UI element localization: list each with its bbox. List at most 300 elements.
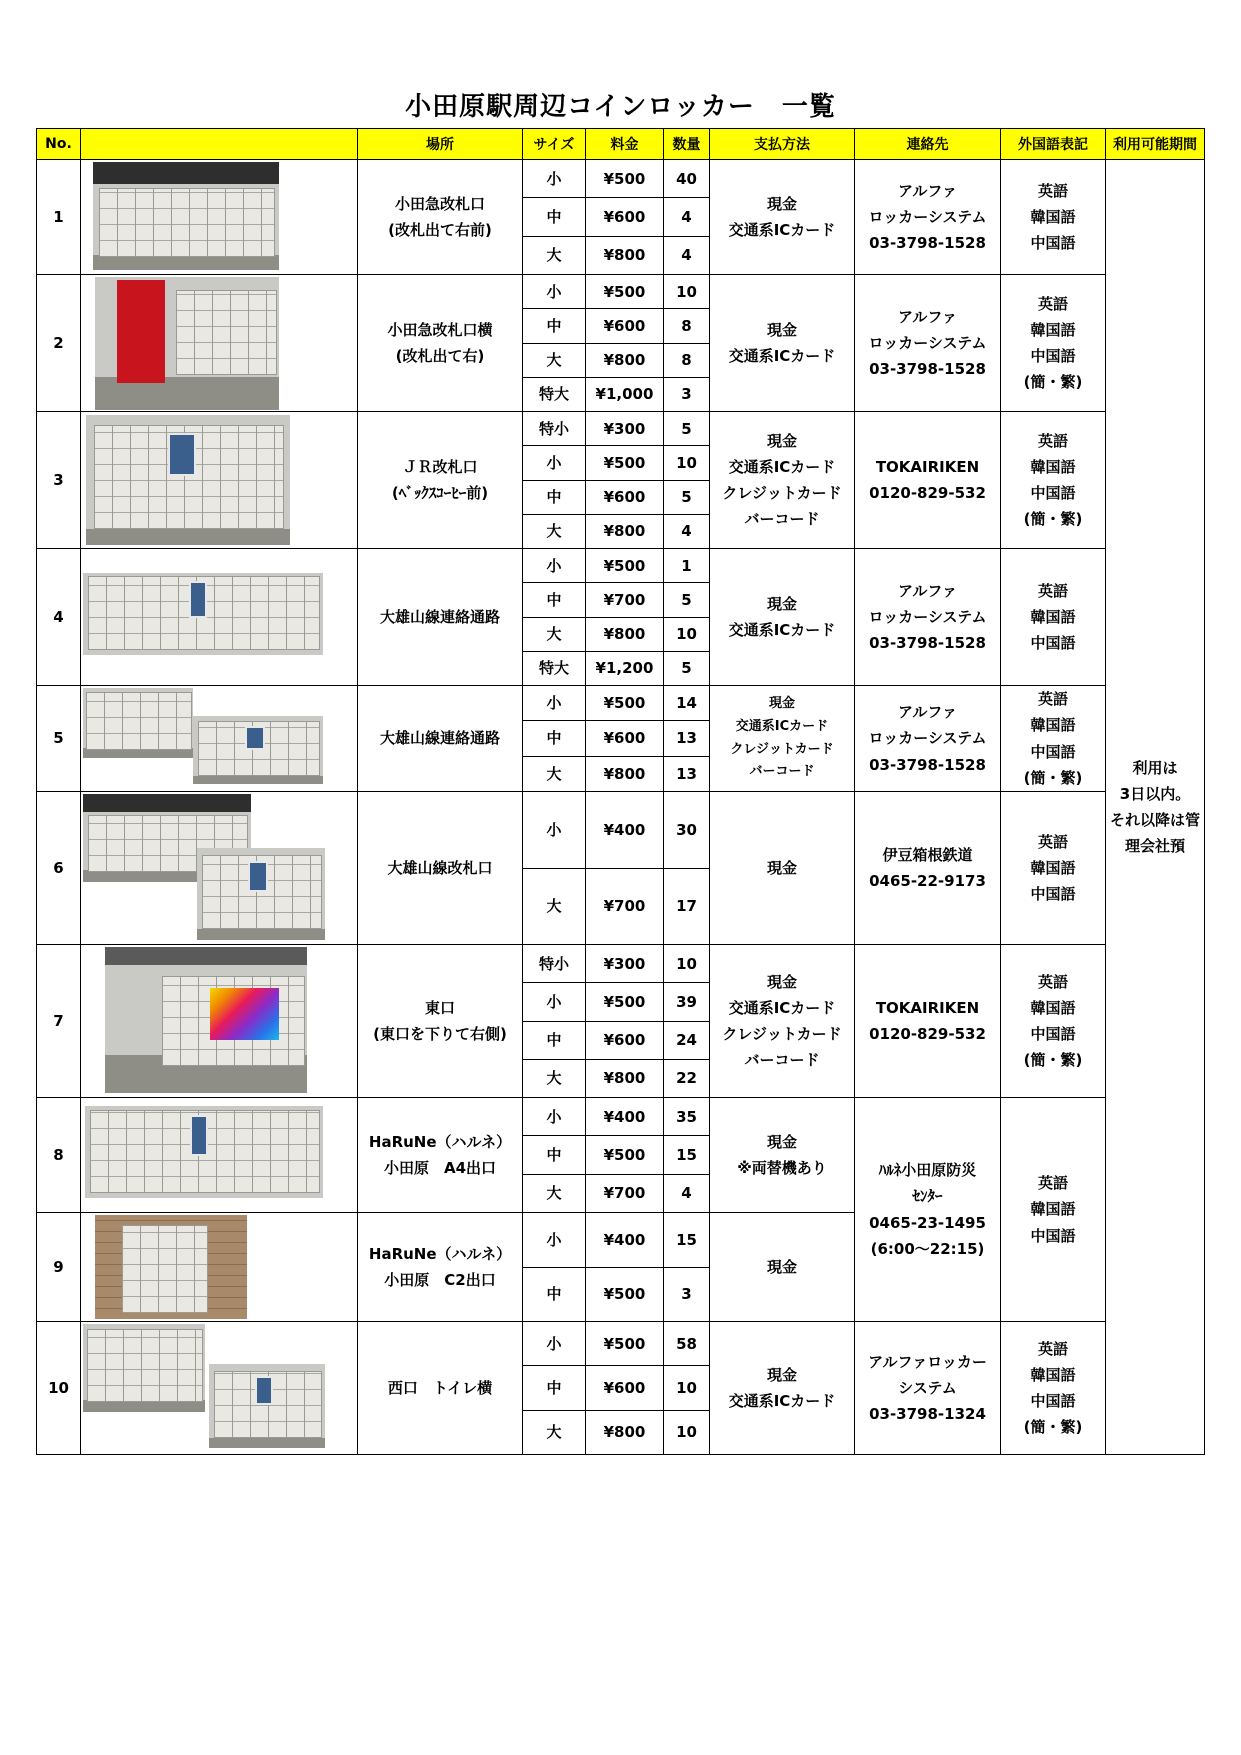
locker-size: 小 <box>523 1213 586 1268</box>
locker-size: 小 <box>523 1098 586 1136</box>
locker-qty: 13 <box>664 721 710 756</box>
contact-info <box>855 549 1001 686</box>
floor <box>86 529 290 545</box>
locker-photo <box>95 1215 247 1319</box>
locker-qty: 58 <box>664 1322 710 1366</box>
header-languages: 外国語表記 <box>1001 129 1106 160</box>
payment-line: クレジットカード <box>722 1025 842 1043</box>
locker-qty: 3 <box>664 377 710 411</box>
locker-photo <box>93 162 279 270</box>
locker-photo-cell <box>81 1098 358 1213</box>
header-qty: 数量 <box>664 129 710 160</box>
locker-size: 大 <box>523 868 586 945</box>
payment-line: クレジットカード <box>722 484 842 502</box>
payment-line: 交通系ICカード <box>728 998 836 1017</box>
contact-line: 03-3798-1528 <box>869 634 986 653</box>
locker-table <box>36 128 1205 1455</box>
contact-line: 03-3798-1528 <box>869 360 986 379</box>
language-line: 韓国語 <box>1030 858 1076 877</box>
locker-photo <box>83 688 193 758</box>
locker-qty: 10 <box>664 1366 710 1410</box>
language-line: (簡・繁) <box>1023 373 1083 392</box>
locker-photo <box>95 277 279 410</box>
contact-line: 03-3798-1528 <box>869 755 986 774</box>
locker-fee: ¥500 <box>586 686 664 721</box>
payment-terminal <box>248 861 267 893</box>
period-line: それ以降は管 <box>1109 811 1200 829</box>
language-support <box>1001 792 1106 945</box>
language-line: 韓国語 <box>1030 607 1076 626</box>
place-line: 大雄山線連絡通路 <box>379 607 500 626</box>
place-line: 小田急改札口横 <box>387 320 493 339</box>
locker-size: 大 <box>523 343 586 377</box>
payment-line: バーコード <box>749 764 815 780</box>
usage-period <box>1106 160 1205 1455</box>
locker-qty: 8 <box>664 343 710 377</box>
locker-photo <box>209 1364 325 1448</box>
place-line: 大雄山線改札口 <box>387 858 493 877</box>
locker-size: 小 <box>523 446 586 480</box>
contact-line: アルファ <box>897 581 958 600</box>
payment-methods <box>710 792 855 945</box>
payment-line: 現金 <box>766 1257 797 1276</box>
language-line: 韓国語 <box>1030 1365 1076 1384</box>
locker-number: 6 <box>37 792 81 945</box>
contact-line: TOKAIRIKEN <box>875 998 980 1017</box>
locker-photo <box>86 415 290 545</box>
locker-size: 小 <box>523 275 586 309</box>
locker-place <box>358 686 523 792</box>
payment-line: 交通系ICカード <box>728 221 836 239</box>
language-line: 韓国語 <box>1030 207 1076 226</box>
locker-fee: ¥800 <box>586 236 664 274</box>
language-line: 中国語 <box>1030 1226 1076 1245</box>
contact-info <box>855 160 1001 275</box>
payment-methods <box>710 549 855 686</box>
payment-methods <box>710 1322 855 1455</box>
language-line: 中国語 <box>1030 742 1076 761</box>
locker-fee: ¥700 <box>586 583 664 617</box>
locker-bank <box>176 290 277 374</box>
contact-line: アルファ <box>897 181 958 200</box>
locker-photo-cell <box>81 160 358 275</box>
locker-qty: 10 <box>664 275 710 309</box>
payment-terminal <box>168 433 196 476</box>
locker-place <box>358 160 523 275</box>
locker-fee: ¥800 <box>586 1410 664 1454</box>
payment-methods <box>710 1213 855 1322</box>
locker-size: 小 <box>523 1322 586 1366</box>
locker-fee: ¥800 <box>586 1059 664 1097</box>
language-line: 中国語 <box>1030 885 1076 904</box>
payment-line: バーコード <box>744 1051 820 1070</box>
contact-line: アルファロッカー <box>868 1352 987 1371</box>
header-row <box>37 129 1205 160</box>
locker-size: 中 <box>523 309 586 343</box>
payment-terminal <box>190 1115 208 1156</box>
payment-line: 現金 <box>766 1365 797 1384</box>
payment-line: 交通系ICカード <box>728 347 836 365</box>
contact-line: ﾊﾙﾈ小田原防災 <box>878 1161 977 1179</box>
contact-line: TOKAIRIKEN <box>875 457 980 476</box>
contact-info <box>855 1322 1001 1455</box>
payment-terminal <box>245 726 265 750</box>
locker-qty: 15 <box>664 1213 710 1268</box>
contact-line: ロッカーシステム <box>868 729 987 748</box>
table-row <box>37 160 1205 198</box>
locker-qty: 5 <box>664 480 710 514</box>
locker-qty: 4 <box>664 514 710 548</box>
locker-qty: 10 <box>664 1410 710 1454</box>
locker-qty: 3 <box>664 1267 710 1322</box>
locker-fee: ¥400 <box>586 792 664 869</box>
locker-size: 小 <box>523 792 586 869</box>
locker-fee: ¥500 <box>586 1136 664 1174</box>
locker-number: 4 <box>37 549 81 686</box>
language-line: 英語 <box>1037 1339 1068 1358</box>
place-line: (改札出て右) <box>395 347 485 365</box>
locker-place <box>358 275 523 412</box>
locker-size: 中 <box>523 1021 586 1059</box>
place-line: (改札出て右前) <box>388 221 492 239</box>
locker-size: 大 <box>523 236 586 274</box>
locker-photo <box>197 848 325 940</box>
payment-line: 現金 <box>766 858 797 877</box>
locker-number: 10 <box>37 1322 81 1455</box>
language-line: (簡・繁) <box>1023 510 1083 529</box>
header-photo <box>81 129 358 160</box>
locker-qty: 40 <box>664 160 710 198</box>
contact-line: 0465-22-9173 <box>869 872 986 890</box>
place-line: 西口 トイレ横 <box>387 1378 493 1397</box>
locker-qty: 4 <box>664 1174 710 1212</box>
language-line: 韓国語 <box>1030 1200 1076 1219</box>
contact-line: ロッカーシステム <box>868 607 987 626</box>
locker-fee: ¥500 <box>586 1267 664 1322</box>
contact-line: 03-3798-1528 <box>869 234 986 253</box>
contact-line: ｾﾝﾀｰ <box>912 1187 943 1206</box>
locker-photo-cell <box>81 945 358 1098</box>
locker-number: 8 <box>37 1098 81 1213</box>
locker-fee: ¥700 <box>586 868 664 945</box>
locker-size: 小 <box>523 686 586 721</box>
locker-qty: 24 <box>664 1021 710 1059</box>
payment-terminal <box>255 1376 273 1405</box>
language-support <box>1001 945 1106 1098</box>
locker-place <box>358 549 523 686</box>
language-line: 中国語 <box>1030 634 1076 653</box>
locker-qty: 15 <box>664 1136 710 1174</box>
locker-size: 中 <box>523 721 586 756</box>
locker-size: 小 <box>523 160 586 198</box>
language-line: 中国語 <box>1030 1392 1076 1410</box>
locker-number: 2 <box>37 275 81 412</box>
locker-size: 中 <box>523 480 586 514</box>
language-line: 中国語 <box>1030 234 1076 253</box>
language-line: 英語 <box>1037 181 1068 200</box>
locker-number: 7 <box>37 945 81 1098</box>
locker-number: 3 <box>37 412 81 549</box>
locker-fee: ¥400 <box>586 1213 664 1268</box>
page-title: 小田原駅周辺コインロッカー 一覧 <box>405 92 836 122</box>
locker-fee: ¥300 <box>586 945 664 983</box>
place-line: 大雄山線連絡通路 <box>379 729 500 748</box>
station-sign <box>93 162 279 184</box>
place-line: 小田原 A4出口 <box>383 1159 497 1177</box>
locker-qty: 13 <box>664 756 710 791</box>
payment-methods <box>710 275 855 412</box>
locker-qty: 4 <box>664 198 710 236</box>
locker-bank <box>86 692 191 750</box>
locker-fee: ¥500 <box>586 160 664 198</box>
locker-size: 中 <box>523 1366 586 1410</box>
locker-size: 特小 <box>523 412 586 446</box>
locker-size: 大 <box>523 756 586 791</box>
locker-place <box>358 412 523 549</box>
payment-line: 交通系ICカード <box>728 621 836 639</box>
locker-fee: ¥600 <box>586 721 664 756</box>
locker-size: 小 <box>523 549 586 583</box>
locker-fee: ¥600 <box>586 1021 664 1059</box>
period-line: 3日以内。 <box>1119 784 1191 803</box>
language-line: 英語 <box>1037 1174 1068 1193</box>
locker-fee: ¥800 <box>586 756 664 791</box>
locker-place <box>358 1322 523 1455</box>
table-row <box>37 412 1205 446</box>
locker-photo-cell <box>81 275 358 412</box>
payment-line: 現金 <box>766 194 797 213</box>
payment-line: 現金 <box>768 696 795 711</box>
locker-number: 1 <box>37 160 81 275</box>
language-line: 英語 <box>1037 431 1068 450</box>
payment-methods <box>710 160 855 275</box>
place-line: 小田急改札口 <box>394 194 485 213</box>
contact-line: (6:00～22:15) <box>870 1239 985 1258</box>
locker-fee: ¥1,000 <box>586 377 664 411</box>
language-line: (簡・繁) <box>1023 1051 1083 1070</box>
language-line: 英語 <box>1037 690 1068 708</box>
locker-fee: ¥700 <box>586 1174 664 1212</box>
locker-fee: ¥800 <box>586 514 664 548</box>
language-line: 中国語 <box>1030 347 1076 365</box>
contact-line: ロッカーシステム <box>868 207 987 226</box>
ceiling <box>105 947 307 965</box>
place-line: (東口を下りて右側) <box>373 1025 507 1043</box>
locker-fee: ¥500 <box>586 446 664 480</box>
contact-line: 0465-23-1495 <box>869 1213 986 1232</box>
locker-qty: 1 <box>664 549 710 583</box>
language-line: 韓国語 <box>1030 998 1076 1017</box>
payment-line: 現金 <box>766 972 797 991</box>
language-support <box>1001 275 1106 412</box>
locker-place <box>358 1213 523 1322</box>
contact-info <box>855 275 1001 412</box>
language-line: 韓国語 <box>1030 457 1076 476</box>
header-payment: 支払方法 <box>710 129 855 160</box>
locker-fee: ¥300 <box>586 412 664 446</box>
locker-size: 大 <box>523 514 586 548</box>
locker-number: 5 <box>37 686 81 792</box>
locker-photo <box>83 573 323 655</box>
place-line: 東口 <box>424 998 455 1017</box>
payment-methods <box>710 686 855 792</box>
floor <box>193 776 323 784</box>
payment-line: 現金 <box>766 431 797 450</box>
locker-size: 特大 <box>523 377 586 411</box>
locker-size: 中 <box>523 198 586 236</box>
contact-line: 03-3798-1324 <box>869 1405 986 1424</box>
payment-line: 交通系ICカード <box>728 457 836 476</box>
locker-fee: ¥500 <box>586 1322 664 1366</box>
language-line: 中国語 <box>1030 1025 1076 1043</box>
language-support <box>1001 160 1106 275</box>
locker-photo <box>85 1106 323 1198</box>
place-line: 小田原 C2出口 <box>384 1271 496 1289</box>
locker-photo-cell <box>81 686 358 792</box>
language-line: 韓国語 <box>1030 716 1076 735</box>
locker-size: 特大 <box>523 651 586 685</box>
locker-qty: 4 <box>664 236 710 274</box>
table-row <box>37 792 1205 869</box>
table-row <box>37 1098 1205 1136</box>
locker-size: 小 <box>523 983 586 1021</box>
locker-fee: ¥1,200 <box>586 651 664 685</box>
locker-qty: 39 <box>664 983 710 1021</box>
locker-fee: ¥500 <box>586 549 664 583</box>
payment-line: 現金 <box>766 320 797 339</box>
header-fee: 料金 <box>586 129 664 160</box>
language-support <box>1001 1322 1106 1455</box>
payment-line: バーコード <box>744 510 820 529</box>
vending-machine <box>117 280 165 384</box>
locker-fee: ¥800 <box>586 343 664 377</box>
locker-photo <box>193 716 323 784</box>
locker-qty: 5 <box>664 583 710 617</box>
table-row <box>37 1322 1205 1366</box>
language-support <box>1001 549 1106 686</box>
locker-photo-cell <box>81 792 358 945</box>
header-place: 場所 <box>358 129 523 160</box>
contact-line: ロッカーシステム <box>868 333 987 352</box>
locker-qty: 14 <box>664 686 710 721</box>
locker-size: 特小 <box>523 945 586 983</box>
table-row <box>37 945 1205 983</box>
locker-qty: 10 <box>664 617 710 651</box>
language-line: 韓国語 <box>1030 320 1076 339</box>
locker-qty: 30 <box>664 792 710 869</box>
locker-fee: ¥600 <box>586 198 664 236</box>
period-line: 理会社預 <box>1124 837 1185 856</box>
language-line: 英語 <box>1037 294 1068 313</box>
locker-qty: 10 <box>664 446 710 480</box>
contact-line: 伊豆箱根鉄道 <box>882 845 973 864</box>
locker-bank <box>87 1329 204 1401</box>
place-line: ＪＲ改札口 <box>402 457 478 476</box>
payment-line: 現金 <box>766 594 797 613</box>
payment-methods <box>710 412 855 549</box>
locker-photo-cell <box>81 412 358 549</box>
locker-fee: ¥400 <box>586 1098 664 1136</box>
locker-fee: ¥600 <box>586 309 664 343</box>
language-line: (簡・繁) <box>1023 1418 1083 1437</box>
locker-fee: ¥600 <box>586 480 664 514</box>
locker-photo <box>105 947 307 1093</box>
language-line: 中国語 <box>1030 484 1076 502</box>
locker-size: 大 <box>523 1410 586 1454</box>
place-line: HaRuNe（ハルネ） <box>368 1132 512 1151</box>
language-support <box>1001 412 1106 549</box>
locker-fee: ¥500 <box>586 983 664 1021</box>
contact-line: 0120-829-532 <box>869 484 986 502</box>
place-line: HaRuNe（ハルネ） <box>368 1244 512 1263</box>
colour-graphic <box>210 988 279 1041</box>
locker-place <box>358 1098 523 1213</box>
floor <box>197 929 325 940</box>
header-period: 利用可能期間 <box>1106 129 1205 160</box>
locker-qty: 22 <box>664 1059 710 1097</box>
payment-line: ※両替機あり <box>737 1159 827 1177</box>
locker-size: 中 <box>523 1136 586 1174</box>
locker-size: 大 <box>523 1174 586 1212</box>
language-line: (簡・繁) <box>1023 768 1083 787</box>
locker-place <box>358 945 523 1098</box>
payment-line: 交通系ICカード <box>728 1392 836 1410</box>
locker-place <box>358 792 523 945</box>
locker-fee: ¥800 <box>586 617 664 651</box>
payment-line: クレジットカード <box>730 741 834 757</box>
locker-size: 大 <box>523 617 586 651</box>
payment-terminal <box>189 581 207 618</box>
locker-bank <box>99 188 276 257</box>
locker-fee: ¥600 <box>586 1366 664 1410</box>
locker-photo-cell <box>81 1322 358 1455</box>
contact-info <box>855 945 1001 1098</box>
contact-line: 0120-829-532 <box>869 1025 986 1043</box>
table-row <box>37 686 1205 721</box>
contact-line: アルファ <box>897 703 958 722</box>
contact-info <box>855 792 1001 945</box>
station-sign <box>83 794 251 812</box>
floor <box>209 1438 325 1448</box>
header-contact: 連絡先 <box>855 129 1001 160</box>
locker-photo-cell <box>81 549 358 686</box>
table-row <box>37 275 1205 309</box>
locker-qty: 17 <box>664 868 710 945</box>
locker-bank <box>122 1225 208 1312</box>
locker-size: 大 <box>523 1059 586 1097</box>
contact-info <box>855 412 1001 549</box>
contact-line: アルファ <box>897 307 958 326</box>
locker-size: 中 <box>523 1267 586 1322</box>
contact-info <box>855 686 1001 792</box>
contact-info <box>855 1098 1001 1322</box>
contact-line: システム <box>898 1378 957 1397</box>
header-no: No. <box>37 129 81 160</box>
locker-qty: 8 <box>664 309 710 343</box>
locker-photo-cell <box>81 1213 358 1322</box>
locker-qty: 35 <box>664 1098 710 1136</box>
locker-photo <box>83 1324 205 1412</box>
locker-fee: ¥500 <box>586 275 664 309</box>
table-row <box>37 549 1205 583</box>
floor <box>93 255 279 270</box>
locker-number: 9 <box>37 1213 81 1322</box>
header-size: サイズ <box>523 129 586 160</box>
period-line: 利用は <box>1132 758 1178 777</box>
language-support <box>1001 1098 1106 1322</box>
payment-line: 交通系ICカード <box>735 718 829 734</box>
payment-line: 現金 <box>766 1132 797 1151</box>
